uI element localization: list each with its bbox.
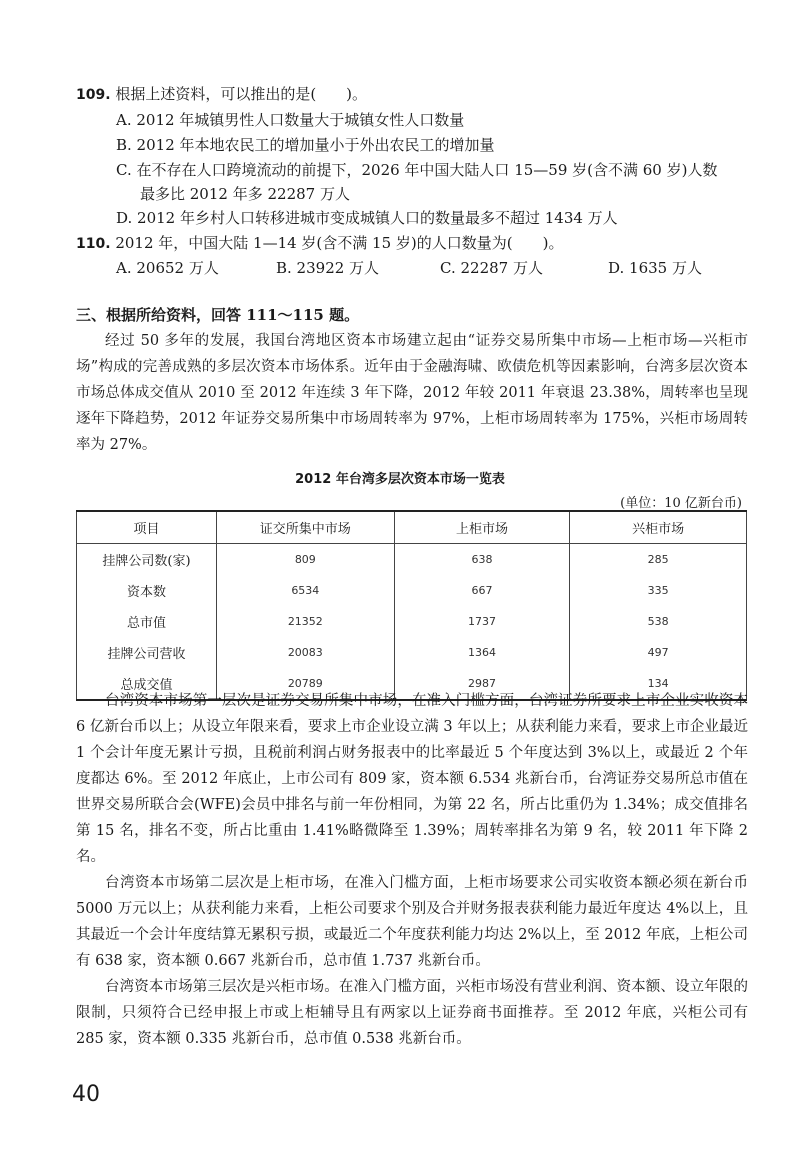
- cell-emerging: 134: [570, 668, 747, 700]
- option-a: A. 2012 年城镇男性人口数量大于城镇女性人口数量: [116, 111, 465, 129]
- option-c-continued: 最多比 2012 年多 22287 万人: [140, 185, 350, 203]
- table-row: [77, 606, 747, 637]
- table-title: 2012 年台湾多层次资本市场一览表: [295, 472, 505, 487]
- cell-exchange: 20789: [216, 668, 394, 700]
- cell-otc: 667: [394, 575, 570, 606]
- table-row: [77, 637, 747, 668]
- cell-emerging: 538: [570, 606, 747, 637]
- row-label: 挂牌公司营收: [77, 637, 217, 668]
- row-label: 资本数: [77, 575, 217, 606]
- cell-emerging: 497: [570, 637, 747, 668]
- option-a: A. 20652 万人: [116, 259, 219, 277]
- intro-text: 经过 50 多年的发展，我国台湾地区资本市场建立起由“证券交易所集中市场—上柜市场—兴柜市场”构成的完善成熟的多层次资本市场体系。近年由于金融海啸、欧债危机等因素影响，台湾多层次资本市场总体成交值从 2010 至 2012 年连续 3 年下降，2012 年较 2011 年衰退 23.38%，周转率也呈现逐年下降趋势，2012 年证券交易所集中市场周转率为 97%，上柜市场周转率为 175%，兴柜市场周转率为 27%。: [76, 333, 748, 453]
- cell-exchange: 21352: [216, 606, 394, 637]
- cell-exchange: 6534: [216, 575, 394, 606]
- header-exchange: 证交所集中市场: [216, 511, 394, 544]
- body-paragraphs: [76, 688, 748, 1052]
- option-b: B. 2012 年本地农民工的增加量小于外出农民工的增加量: [116, 136, 495, 154]
- question-109-stem: [76, 84, 367, 105]
- header-emerging: 兴柜市场: [570, 511, 747, 544]
- paragraph-tier-3: 台湾资本市场第三层次是兴柜市场。在准入门槛方面，兴柜市场没有营业利润、资本额、设立年限的限制，只须符合已经申报上市或上柜辅导且有两家以上证券商书面推荐。至 2012 年底，兴柜公司有 285 家，资本额 0.335 兆新台币，总市值 0.538 兆新台币。: [76, 979, 748, 1047]
- row-label: 总市值: [77, 606, 217, 637]
- cell-otc: 1364: [394, 637, 570, 668]
- table-row: [77, 544, 747, 576]
- cell-emerging: 285: [570, 544, 747, 576]
- cell-exchange: 809: [216, 544, 394, 576]
- row-label: 挂牌公司数(家): [77, 544, 217, 576]
- paragraph-tier-2: 台湾资本市场第二层次是上柜市场，在准入门槛方面，上柜市场要求公司实收资本额必须在新台币 5000 万元以上；从获利能力来看，上柜公司要求个别及合并财务报表获利能力最近年度达 4%以上，且其最近一个会计年度结算无累积亏损，或最近二个年度获利能力均达 2%以上，至 2012 年底，上柜公司有 638 家，资本额 0.667 兆新台币，总市值 1.737 兆新台币。: [76, 875, 748, 969]
- intro-paragraph: [76, 328, 748, 458]
- question-number: 110.: [76, 236, 111, 252]
- section-title: 三、根据所给资料，回答 111～115 题。: [76, 306, 360, 324]
- option-b: B. 23922 万人: [276, 259, 380, 277]
- table-unit: (单位：10 亿新台币): [620, 496, 742, 511]
- header-item: 项目: [77, 511, 217, 544]
- paragraph-tier-1: 台湾资本市场第一层次是证券交易所集中市场，在准入门槛方面，台湾证券所要求上市企业实收资本 6 亿新台币以上；从设立年限来看，要求上市企业设立满 3 年以上；从获利能力来看，要求上市企业最近 1 个会计年度无累计亏损，且税前利润占财务报表中的比率最近 5 个年度达到 3%以上，或最近 2 个年度都达 6%。至 2012 年底止，上市公司有 809 家，资本额 6.534 兆新台币，台湾证券交易所总市值在世界交易所联合会(WFE)会员中排名与前一年份相同，为第 22 名，所占比重仍为 1.34%；成交值排名第 15 名，排名不变，所占比重由 1.41%略微降至 1.39%；周转率排名为第 9 名，较 2011 年下降 2 名。: [76, 693, 748, 865]
- table-row: [77, 575, 747, 606]
- cell-otc: 2987: [394, 668, 570, 700]
- option-d: D. 2012 年乡村人口转移进城市变成城镇人口的数量最多不超过 1434 万人: [116, 209, 618, 227]
- header-otc: 上柜市场: [394, 511, 570, 544]
- option-c: C. 22287 万人: [440, 259, 543, 277]
- table-header-row: [77, 511, 747, 544]
- cell-otc: 638: [394, 544, 570, 576]
- option-d: D. 1635 万人: [608, 259, 702, 277]
- cell-exchange: 20083: [216, 637, 394, 668]
- question-110-stem: [76, 233, 563, 254]
- market-table: [76, 510, 747, 701]
- question-text: 2012 年，中国大陆 1—14 岁(含不满 15 岁)的人口数量为( )。: [115, 234, 564, 252]
- page-number: 40: [72, 1082, 100, 1107]
- cell-emerging: 335: [570, 575, 747, 606]
- question-text: 根据上述资料，可以推出的是( )。: [115, 85, 368, 103]
- option-c: C. 在不存在人口跨境流动的前提下，2026 年中国大陆人口 15—59 岁(含不满 60 岁)人数: [116, 161, 718, 179]
- row-label: 总成交值: [77, 668, 217, 700]
- question-number: 109.: [76, 87, 111, 103]
- cell-otc: 1737: [394, 606, 570, 637]
